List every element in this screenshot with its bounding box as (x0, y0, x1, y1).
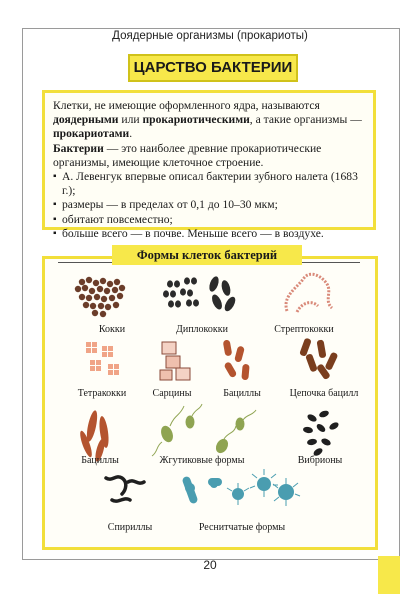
label-vibrio: Вибрионы (297, 455, 343, 466)
info-bullets (53, 170, 367, 241)
label-tetracocci: Тетракокки (77, 388, 127, 399)
label-cocci: Кокки (98, 324, 126, 335)
page-title: ЦАРСТВО БАКТЕРИИ (128, 54, 298, 82)
label-flagellated: Жгутиковые формы (159, 455, 245, 466)
sarcina-illustration (160, 342, 190, 380)
list-item: ▪ обитают повсеместно; (53, 213, 367, 227)
label-bacilli-chain: Цепочка бацилл (289, 388, 359, 399)
running-title: Доядерные организмы (прокариоты) (112, 30, 308, 42)
list-item: ▪ больше всего — в почве. Меньше всего — в воздухе. (53, 227, 367, 241)
streptococci-illustration (286, 274, 332, 312)
corner-tab (378, 556, 400, 594)
flagellated-illustration (152, 404, 256, 456)
info-paragraph-2: Бактерии — это наиболее древние прокариотические организмы, имеющие клеточное строение. (53, 141, 322, 169)
list-item: ▪ размеры — в пределах от 0,1 до 10–30 мкм; (53, 198, 367, 212)
label-spirilla: Спириллы (107, 522, 153, 533)
bacilli-illustration-1 (223, 339, 250, 380)
info-box (42, 90, 376, 240)
label-sarcina: Сарцины (152, 388, 192, 399)
page-number: 20 (203, 558, 217, 572)
diplococci-illustration (163, 275, 237, 313)
forms-title: Формы клеток бактерий (112, 245, 302, 265)
label-ciliated: Реснитчатые формы (198, 522, 286, 533)
spirilla-illustration (106, 477, 144, 501)
label-bacilli-1: Бациллы (223, 388, 261, 399)
info-paragraph-1: Клетки, не имеющие оформленного ядра, называются доядерными или прокариотическими, а такие организмы — прокариотами. (53, 99, 362, 141)
bacteria-illustrations (42, 256, 378, 550)
label-bacilli-2: Бациллы (81, 455, 119, 466)
vibrio-illustration (303, 409, 340, 457)
tetracocci-illustration (86, 342, 119, 375)
label-diplococci: Диплококки (176, 324, 228, 335)
list-item: ▪ А. Левенгук впервые описал бактерии зубного налета (1683 г.); (53, 170, 367, 198)
bacilli-chain-illustration (299, 338, 338, 381)
label-streptococci: Стрептококки (274, 324, 334, 335)
cocci-illustration (75, 277, 125, 317)
